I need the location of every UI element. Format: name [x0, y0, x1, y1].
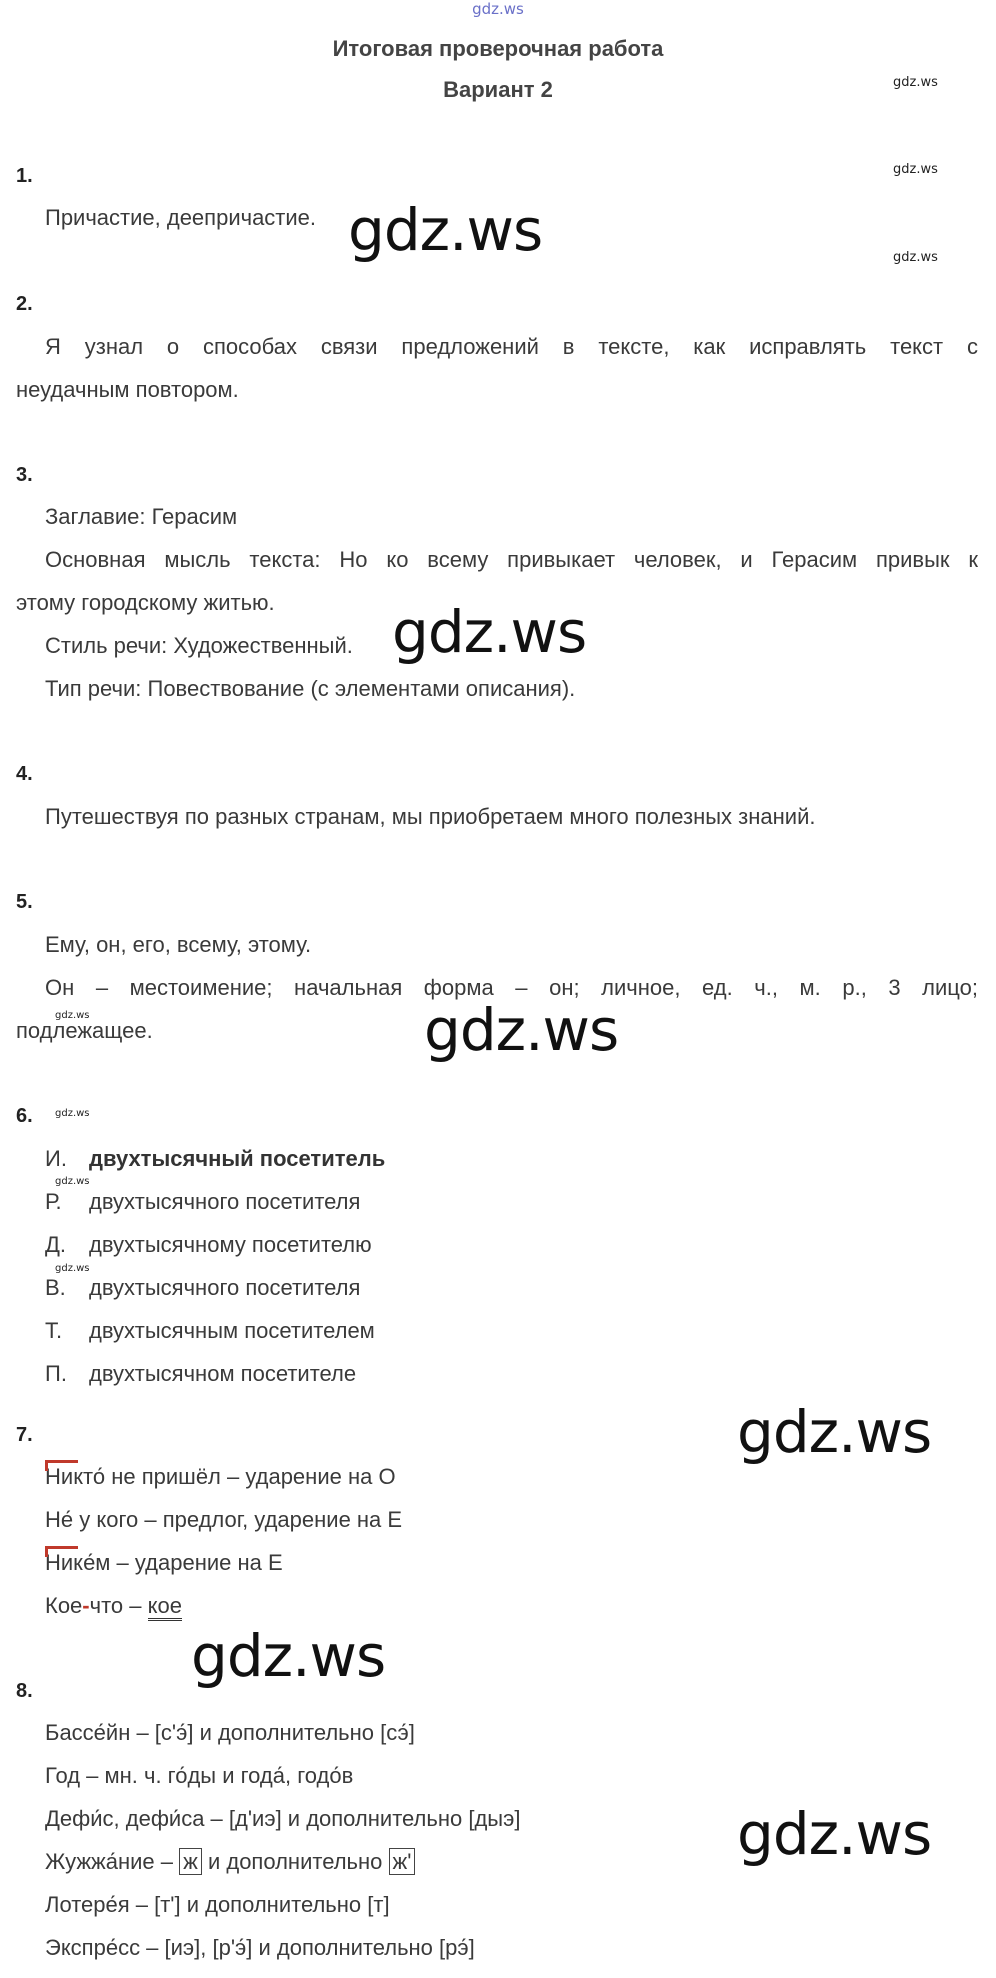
answer-text: Ему, он, его, всему, этому. — [45, 932, 312, 957]
case-row — [45, 1146, 385, 1172]
prefix-mark: Ник — [45, 1550, 83, 1575]
watermark-big: gdz.ws — [424, 996, 619, 1064]
answer-text: Экспре́сс – [иэ], [р'э́] и дополнительно [рэ́] — [45, 1935, 475, 1960]
answer-text: Нике́м – ударение на Е — [45, 1550, 283, 1576]
task-number: 4. — [16, 763, 33, 785]
task-number: 6. — [16, 1105, 33, 1127]
watermark-small: gdz.ws — [893, 162, 938, 177]
case-row — [45, 1189, 360, 1215]
watermark-small: gdz.ws — [893, 250, 938, 265]
answer-text: Тип речи: Повествование (с элементами описания). — [45, 676, 576, 701]
case-label: Т. — [45, 1318, 63, 1343]
answer-text: Бассе́йн – [с'э́] и дополнительно [сэ́] — [45, 1720, 415, 1745]
case-row — [45, 1275, 360, 1301]
case-row — [45, 1232, 372, 1258]
answer-text: Стиль речи: Художественный. — [45, 633, 353, 658]
answer-text: Он – местоимение; начальная форма – он; личное, ед. ч., м. р., 3 лицо; — [45, 975, 978, 1000]
answer-text: Дефи́с, дефи́са – [д'иэ] и дополнительно [дыэ] — [45, 1806, 521, 1831]
task-number: 8. — [16, 1680, 33, 1702]
prefix-bracket — [45, 1546, 78, 1557]
task-number: 5. — [16, 891, 33, 913]
case-row — [45, 1318, 375, 1344]
case-label: Д. — [45, 1232, 67, 1257]
case-text: двухтысячного посетителя — [89, 1189, 361, 1214]
answer-text: Лотере́я – [т'] и дополнительно [т] — [45, 1892, 390, 1917]
variant-title: Вариант 2 — [443, 77, 553, 102]
sound-box: ж' — [389, 1848, 416, 1875]
answer-text: Заглавие: Герасим — [45, 504, 238, 529]
case-row — [45, 1361, 356, 1387]
answer-text: подлежащее. — [16, 1018, 153, 1043]
watermark-tiny: gdz.ws — [55, 1263, 90, 1274]
case-text: двухтысячным посетителем — [89, 1318, 375, 1343]
answer-text: Жужжа́ние – ж и дополнительно ж' — [45, 1849, 415, 1875]
answer-text: Я узнал о способах связи предложений в тексте, как исправлять текст с — [45, 334, 978, 359]
double-underline: кое — [148, 1593, 182, 1621]
answer-text: этому городскому житью. — [16, 590, 275, 615]
watermark-big: gdz.ws — [737, 1398, 932, 1466]
prefix-bracket — [45, 1460, 78, 1471]
hyphen-mark: - — [82, 1593, 90, 1618]
watermark-big: gdz.ws — [348, 196, 543, 264]
case-text: двухтысячном посетителе — [89, 1361, 357, 1386]
case-label: П. — [45, 1361, 67, 1386]
task-number: 7. — [16, 1424, 33, 1446]
case-text: двухтысячный посетитель — [89, 1146, 386, 1171]
sound-box: ж — [179, 1848, 202, 1875]
case-text: двухтысячного посетителя — [89, 1275, 361, 1300]
case-label: В. — [45, 1275, 66, 1300]
watermark-top: gdz.ws — [472, 0, 524, 18]
watermark-big: gdz.ws — [392, 598, 587, 666]
task-number: 3. — [16, 464, 33, 486]
watermark-tiny: gdz.ws — [55, 1010, 90, 1021]
answer-text: Основная мысль текста: Но ко всему привыкает человек, и Герасим привык к — [45, 547, 978, 572]
case-text: двухтысячному посетителю — [89, 1232, 372, 1257]
watermark-small: gdz.ws — [893, 75, 938, 90]
page-title: Итоговая проверочная работа — [332, 36, 664, 61]
task-number: 1. — [16, 165, 33, 187]
watermark-big: gdz.ws — [737, 1800, 932, 1868]
answer-text: Не́ у кого – предлог, ударение на Е — [45, 1507, 403, 1532]
watermark-tiny: gdz.ws — [55, 1176, 90, 1187]
answer-text: Год – мн. ч. го́ды и года́, годо́в — [45, 1763, 354, 1788]
answer-text: Никто́ не пришёл – ударение на О — [45, 1464, 396, 1490]
answer-text: Кое-что – кое — [45, 1593, 182, 1619]
answer-text: неудачным повтором. — [16, 377, 239, 402]
task-number: 2. — [16, 293, 33, 315]
prefix-mark: Ни — [45, 1464, 73, 1489]
watermark-big: gdz.ws — [191, 1622, 386, 1690]
answer-text: Путешествуя по разных странам, мы приобретаем много полезных знаний. — [45, 804, 816, 829]
watermark-tiny: gdz.ws — [55, 1108, 90, 1119]
case-label: И. — [45, 1146, 67, 1171]
answer-text: Причастие, деепричастие. — [45, 205, 317, 230]
case-label: Р. — [45, 1189, 62, 1214]
